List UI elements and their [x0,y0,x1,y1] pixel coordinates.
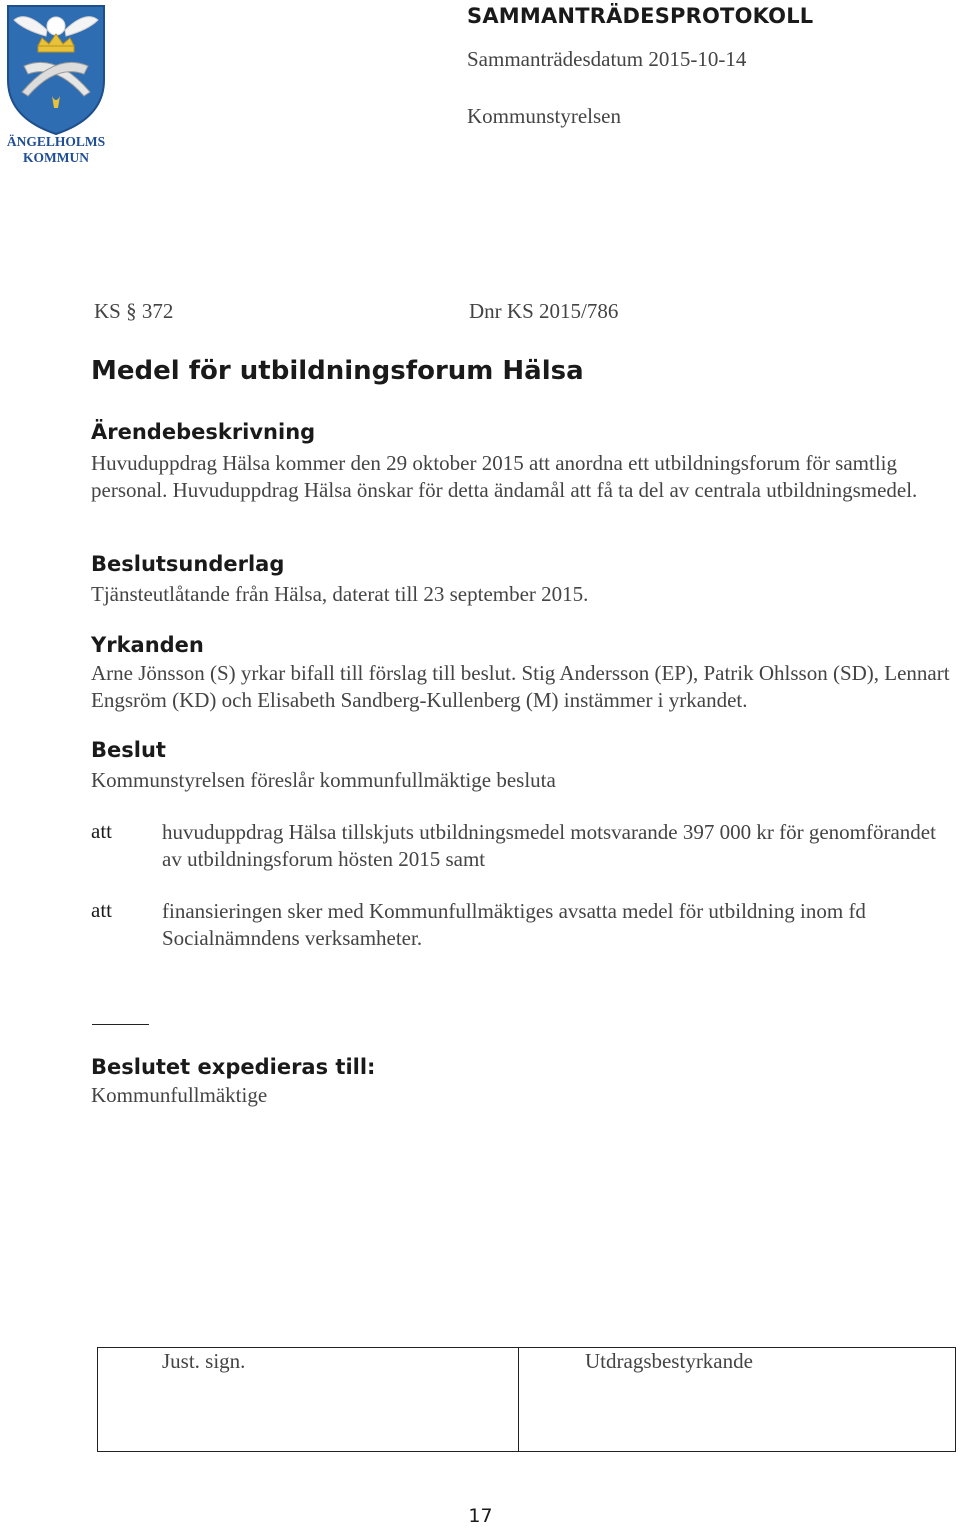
section-text-expedieras: Kommunfullmäktige [91,1083,268,1107]
beslut-item-text: finansieringen sker med Kommunfullmäktiges avsatta medel för utbildning inom fd Socialnämndens verksamheter. [162,899,866,950]
beslut-item-marker: att [91,819,112,843]
section-heading-beslutsunderlag: Beslutsunderlag [91,552,285,576]
section-text-yrkanden: Arne Jönsson (S) yrkar bifall till förslag till beslut. Stig Andersson (EP), Patrik Ohlsson (SD), Lennart Engsröm (KD) och Elisabeth Sandberg-Kullenberg (M) instämmer i yrkandet. [91,661,950,712]
case-dnr: Dnr KS 2015/786 [469,299,619,323]
section-heading-expedieras: Beslutet expedieras till: [91,1055,376,1079]
org-name [0,134,112,166]
org-name-line1: ÄNGELHOLMS [6,134,106,149]
justering-signature-label: Just. sign. [162,1349,246,1373]
signature-table-divider [518,1348,519,1451]
committee-name: Kommunstyrelsen [467,104,621,128]
beslut-item-text: huvuduppdrag Hälsa tillskjuts utbildningsmedel motsvarande 397 000 kr för genomförandet av utbildningsforum hösten 2015 samt [162,820,936,871]
beslut-item-marker: att [91,898,112,922]
signature-table [97,1347,956,1452]
org-name-line2: KOMMUN [23,150,89,165]
case-paragraph-number: KS § 372 [94,299,174,323]
section-heading-arendebeskrivning: Ärendebeskrivning [91,420,316,444]
section-heading-beslut: Beslut [91,738,166,762]
page-number: 17 [468,1505,493,1527]
page-title: Medel för utbildningsforum Hälsa [91,356,584,386]
section-text-beslut-intro: Kommunstyrelsen föreslår kommunfullmäktige besluta [91,768,556,792]
coat-of-arms-icon [0,0,112,140]
section-text-beslutsunderlag: Tjänsteutlåtande från Hälsa, daterat till 23 september 2015. [91,582,589,606]
section-heading-yrkanden: Yrkanden [91,633,204,657]
meeting-date: Sammanträdesdatum 2015-10-14 [467,47,747,71]
utdragsbestyrkande-label: Utdragsbestyrkande [585,1349,753,1373]
document-type: SAMMANTRÄDESPROTOKOLL [467,4,814,28]
section-text-arendebeskrivning: Huvuduppdrag Hälsa kommer den 29 oktober 2015 att anordna ett utbildningsforum för samtlig personal. Huvuduppdrag Hälsa önskar för detta ändamål att få ta del av centrala utbildningsmedel. [91,451,918,502]
section-divider [92,1024,149,1025]
